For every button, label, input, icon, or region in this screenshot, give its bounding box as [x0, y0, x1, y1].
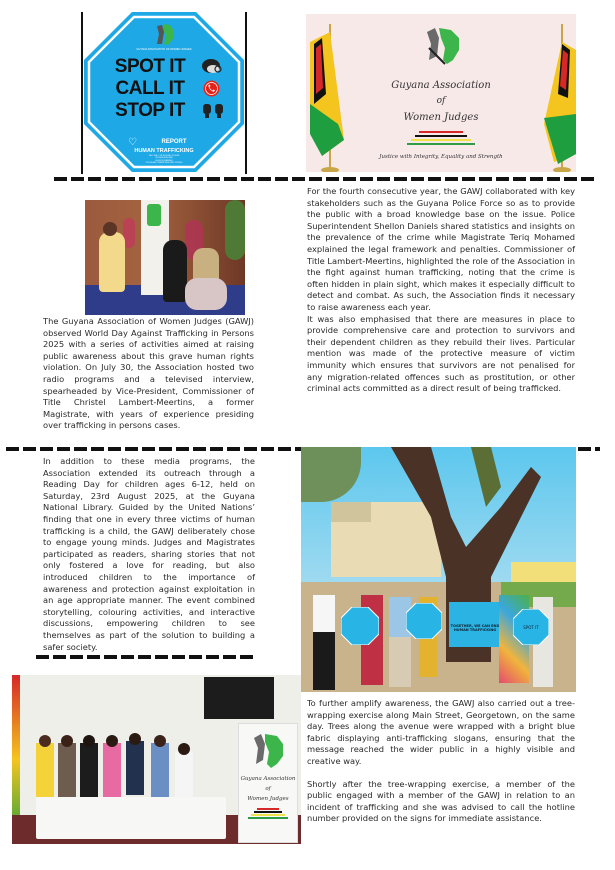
measures-text: It was also emphasised that there are measures in place to provide comprehensive care and protection to survivors and their dependent children as they rebuild their lives. Particular mention was made of the protective measure of victim immunity which ensures that survivors are not penalised for any migration-related offences such as prostitution, or other criminal acts committed as a direct result of being trafficked. — [307, 313, 575, 394]
blue-fabric-wrap — [449, 602, 501, 647]
sign-subtitle: HUMAN TRAFFICKING — [134, 148, 194, 154]
svg-text:SPOT IT: SPOT IT — [523, 625, 539, 630]
building-tower — [331, 502, 371, 522]
sign-line-stop: STOP IT — [115, 100, 185, 121]
section-divider — [6, 447, 301, 451]
guyana-flag-right — [534, 14, 576, 172]
stop-trafficking-sign — [84, 12, 244, 172]
head — [83, 735, 95, 747]
section-divider — [36, 655, 256, 659]
head — [61, 735, 73, 747]
banner-motto: Justice with Integrity, Equality and Strength — [379, 154, 503, 160]
person — [151, 743, 169, 797]
banner-logo — [147, 204, 161, 226]
hotline-text: Shortly after the tree-wrapping exercise, a member of the public engaged with a member of the GAWJ in relation to an incident of trafficking and she was advised to call the hotline number provided on the signs for immediate assistance. — [307, 778, 575, 824]
phone-call-icon — [203, 80, 220, 97]
collab-text: For the fourth consecutive year, the GAWJ collaborated with key stakeholders such as the Guyana Police Force so as to provide the public with a broad knowledge base on the issue. Police Superintendent Shellon Daniels shared statistics and insights on the prevalence of the crime while Magistrate Teriq Mohamed explained the legal framework and penalties. Commissioner of Title Lambert-Meertins, highlighted the role of the Association in the fight against human trafficking, noting that the crime is often hidden in plain sight, which makes it especially difficult to detect and combat. As such, the Association finds it necessary to raise awareness each year. — [307, 186, 575, 312]
tree-wrapping-photo — [301, 447, 576, 692]
stripe-black — [254, 811, 282, 813]
vertical-rule-right — [245, 12, 247, 174]
sign-line-spot: SPOT IT — [114, 56, 186, 77]
head — [129, 733, 141, 745]
person — [175, 751, 193, 801]
gawj-logo-icon — [423, 24, 463, 66]
stripe-green — [248, 817, 288, 819]
collab-paragraph — [307, 186, 575, 395]
gawj-logo-icon — [251, 730, 285, 770]
fabric-slogan: TOGETHER, WE CAN END HUMAN TRAFFICKING — [450, 624, 500, 632]
person — [103, 743, 121, 797]
hotline-line: CALL THE C-TIP HOTLINE: 227-4083 — [148, 155, 180, 157]
head — [106, 735, 118, 747]
stripe-red — [257, 808, 279, 810]
stripe-red — [419, 131, 463, 133]
gawj-rollup-banner — [238, 723, 298, 843]
section-divider — [54, 177, 598, 181]
reading-day-text: In addition to these media programs, the Association extended its outreach through a Reading Day for children ages 6-12, held on Saturday, 23rd August 2025, at the Guyana National Library. Guided by the United Nations’ finding that one in every three victims of human trafficking is a child, the GAWJ deliberately chose to engage young minds. Judges and Magistrates participated as readers, sharing stories that not only fostered a love for reading, but also introduced children to the importance of awareness and protection against exploitation in an age appropriate manner. The event combined storytelling, colouring activities, and interactive discussions, empowering children to see themselves as part of the solution to building a safer society. — [43, 456, 255, 652]
stripe-green — [407, 143, 475, 145]
hotline-english: 623-5030 (ENGLISH) — [155, 157, 173, 160]
gawj-logo-icon — [154, 22, 176, 48]
heart-icon: ♡ — [128, 137, 137, 148]
head — [39, 735, 51, 747]
person — [313, 632, 335, 690]
section-divider — [578, 447, 600, 451]
head — [154, 735, 166, 747]
tree-wrap-paragraph — [307, 698, 575, 825]
banner-title-line1: Guyana Association — [391, 80, 491, 91]
eye-hand-icon — [202, 58, 222, 76]
broken-chain-fists-icon — [202, 102, 224, 119]
head — [178, 743, 190, 755]
held-sign-icon — [341, 607, 379, 645]
rollup-title-line2: of — [265, 786, 271, 792]
reading-day-paragraph — [43, 456, 255, 653]
host-head — [103, 222, 117, 236]
intro-text: The Guyana Association of Women Judges (GAWJ) observed World Day Against Trafficking in Persons 2025 with a series of activities aimed at raising public awareness about this grave human rights violation. On July 30, the Association hosted two radio programs and a televised interview, spearheaded by Vice-President, Commissioner of Title Christel Lambert-Meertins, a former Magistrate, with years of experience presiding over trafficking in persons cases. — [43, 316, 254, 431]
sign-report: REPORT — [161, 139, 187, 145]
banner-title-line3: Women Judges — [403, 112, 479, 123]
guyana-flag-left — [306, 14, 356, 172]
guest-person — [163, 240, 187, 302]
television — [204, 677, 274, 719]
rollup-title-line3: Women Judges — [247, 796, 289, 802]
sign-fine-print — [84, 155, 244, 165]
person — [58, 743, 76, 797]
sign-line-call: CALL IT — [115, 78, 185, 99]
tree-wrap-text: To further amplify awareness, the GAWJ also carried out a tree-wrapping exercise along Main Street, Georgetown, on the same day. Trees along the avenue were wrapped with a bright blue fabric displaying anti-trafficking slogans, ensuring that the message reached the wider public in a highly visible and creative way. — [307, 698, 575, 766]
intro-paragraph — [43, 316, 254, 432]
host-person — [99, 232, 125, 292]
banner-title-line2: of — [436, 96, 446, 106]
hotline-spanish: 624-9570 (SPANISH) — [155, 159, 173, 162]
rollup-title-line1: Guyana Association — [240, 776, 296, 782]
white-table — [36, 797, 226, 839]
police-unit-line: POLICE ANTI TRAFFICKING UNIT: 225-3650 — [145, 162, 183, 165]
stripe-yellow — [251, 814, 285, 816]
held-sign-icon — [513, 609, 549, 645]
held-sign-icon — [406, 603, 442, 639]
armchair — [185, 278, 227, 310]
interview-photo — [85, 200, 245, 315]
person — [36, 743, 54, 797]
gawj-banner-image — [306, 14, 576, 172]
person — [389, 637, 411, 687]
plant — [225, 200, 245, 260]
person — [80, 743, 98, 797]
stripe-yellow — [411, 139, 471, 141]
reading-day-group-photo — [12, 675, 301, 844]
stripe-black — [415, 135, 467, 137]
person — [126, 741, 144, 795]
sign-org-caption: GUYANA ASSOCIATION OF WOMEN JUDGES — [136, 48, 192, 51]
